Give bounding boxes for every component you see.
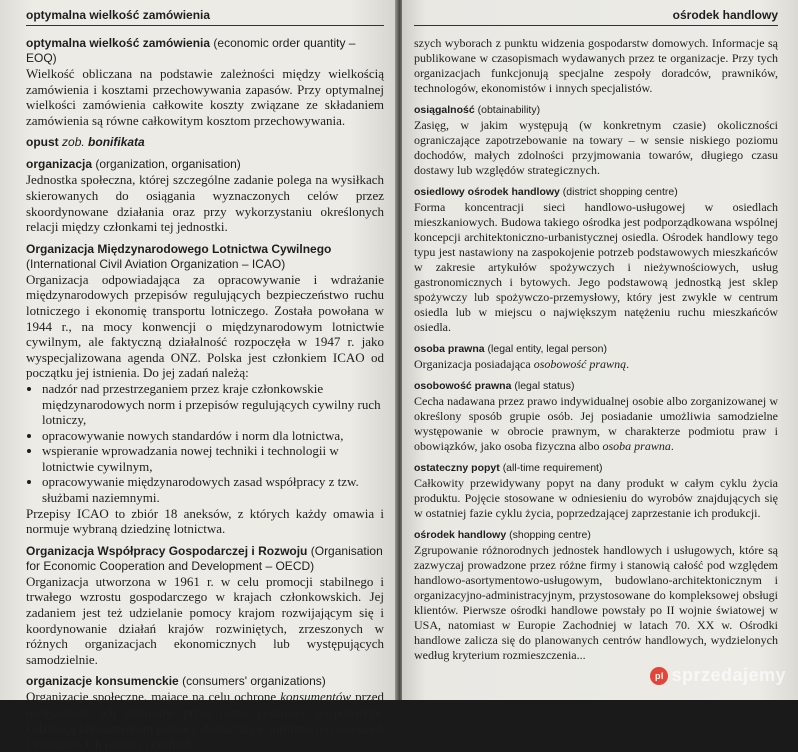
body-italic: osoba prawna (602, 439, 671, 453)
entry-oecd (26, 544, 384, 668)
entry-term: Organizacja Międzynarodowego Lotnictwa Cywilnego (26, 241, 332, 256)
entry-icao (26, 242, 384, 537)
entry-term: opust (26, 135, 59, 150)
entry-english: (legal status) (514, 380, 575, 392)
entry-osiedlowy-osrodek (414, 185, 778, 335)
entry-english: (consumers' organizations) (182, 674, 326, 689)
entry-body: Organizacja odpowiadająca za opracowywanie i wdrażanie międzynarodowych przepisów regulujących bezpieczeństwo ruchu lotniczego i ekonomię transportu lotniczego. Została powołana w 1944 r., na mocy konwencji o międzynarodowym lotnictwie cywilnym, ale faktyczną działalność rozpoczęła w 1947 r. jako wyspecjalizowana agenda ONZ. Polska jest członkiem ICAO od początku jej istnienia. Do jej zadań należą: (26, 271, 384, 381)
entry-term: ośrodek handlowy (414, 529, 507, 541)
left-page (0, 0, 398, 752)
entry-body (26, 689, 384, 751)
entry-english: (shopping centre) (509, 529, 591, 541)
entry-body-after: Przepisy ICAO to zbiór 18 aneksów, z których każdy omawia i normuje wybraną dziedzinę lotnictwa. (26, 505, 384, 537)
body-text: Organizacje społeczne, mające na celu ochronę (26, 689, 281, 705)
entry-opust (26, 135, 384, 150)
entry-organizacje-konsumenckie (26, 674, 384, 751)
right-page (402, 0, 798, 700)
entry-term: osoba prawna (414, 343, 485, 355)
entry-body: szych wyborach z punktu widzenia gospodarstw domowych. Informacje są publikowane w czasopismach wydawanych przez te organizacje. Przy tych organizacjach funkcjonują specjalne zespoły doradców, prawników, technologów, ekonomistów i innych specjalistów. (414, 36, 778, 95)
entry-optymalna (26, 36, 384, 128)
body-text: . (670, 439, 674, 453)
entry-body: Jednostka społeczna, której szczególne zadanie polega na wysiłkach skierowanych do osiągania wyznaczonych celów przez skoordynowane działania oraz przy wykorzystaniu określonych relacji między członkami tej jednostki. (26, 172, 384, 235)
entry-term: osobowość prawna (414, 380, 512, 392)
xref-prefix: zob. (62, 135, 85, 150)
entry-body: Organizacja utworzona w 1961 r. w celu promocji stabilnego i trwałego wzrostu gospodarczego w krajach członkowskich. Jej zadaniem jest też udzielanie pomocy krajom rozwijającym się i koordynowanie działań krajów rozwiniętych, zrzeszonych w różnych organizacjach ekonomicznych lub występujących samodzielnie. (26, 573, 384, 667)
body-italic: osobowość prawną (533, 357, 627, 371)
body-text: Organizacja posiadająca (414, 357, 534, 371)
entry-osobowosc-prawna (414, 379, 778, 454)
entry-organizacja (26, 157, 384, 234)
entry-term: osiedlowy ośrodek handlowy (414, 186, 560, 198)
entry-osiagalnosc (414, 103, 778, 178)
entry-osoba-prawna (414, 342, 778, 372)
xref-target: bonifikata (88, 135, 145, 150)
entry-english: (district shopping centre) (562, 186, 678, 198)
entry-body: Zgrupowanie różnorodnych jednostek handlowych i usługowych, które są zazwyczaj prowadzone przez różne firmy i stanowią całość pod względem handlowo-asortymentowo-usługowym, budowlano-architektonicznym i organizacyjno-administracyjnym, przystosowane do kompleksowej obsługi klientów. Pierwsze ośrodki handlowe powstały po II wojnie światowej w USA, natomiast w Europie Zachodniej w latach 70. XX w. Ośrodki handlowe zalicza się do planowanych centrów handlowych, wydzielonych według kryterium rozmieszczenia... (414, 543, 778, 662)
entry-body: Wielkość obliczana na podstawie zależności między wielkością zamówienia i kosztami przechowywania zapasów. Przy optymalnej wielkości zamówienia całkowite koszty związane ze składaniem zamówienia są równe całkowitym kosztom przechowywania. (26, 66, 384, 128)
list-item: • opracowywanie międzynarodowych zasad współpracy z tzw. służbami naziemnymi. (42, 474, 384, 505)
continued-fragment (414, 36, 778, 96)
entry-english: (all-time requirement) (502, 462, 603, 474)
list-item: • wspieranie wprowadzania nowej techniki i technologii w lotnictwie cywilnym, (42, 443, 384, 474)
entry-english: (Organisation for Economic Cooperation and Development – OECD) (26, 543, 383, 573)
body-text: . (626, 357, 630, 371)
entry-body: Forma koncentracji sieci handlowo-usługowej w osiedlach mieszkaniowych. Budowa takiego ośrodka jest podporządkowana wspólnej koncepcji architektoniczno-urbanistycznej osiedla. Ośrodek handlowy tego typu jest nastawiony na zaspokojenie potrzeb podstawowych mieszkańców w zakresie artykułów spożywczych i nieżywnościowych, usług gastronomicznych i bytowych. Jego podstawową jednostką jest sklep spożywczy lub spożywczo-przemysłowy, który jest zwykle w centrum osiedla lub w miejscu o największym natężeniu ruchu mieszkańców osiedla. (414, 200, 778, 334)
entry-body (414, 357, 778, 372)
entry-osrodek-handlowy (414, 528, 778, 663)
body-text: przed naruszeniem ich interesów przez różne podmioty gospodarcze. Udzielają konsumentom pomocy dostarczając informacji o towarach i usługach, ich jakości i cechach... (26, 689, 384, 752)
entry-term: organizacja (26, 157, 93, 172)
entry-english: (obtainability) (477, 104, 541, 116)
entry-term: ostateczny popyt (414, 462, 500, 474)
entry-term: osiągalność (414, 104, 475, 116)
entry-english: (organization, organisation) (95, 157, 241, 172)
body-italic: konsumentów (280, 689, 352, 705)
entry-term: organizacje konsumenckie (26, 674, 179, 689)
entry-body: Zasięg, w jakim występują (w konkretnym czasie) okoliczności ograniczające zapotrzebowanie na towary – w sensie niskiego poziomu dochodów, małych zdolności przyjmowania towarów, długiego czasu dostawy lub względów strategicznych. (414, 118, 778, 177)
entry-term: Organizacja Współpracy Gospodarczej i Rozwoju (26, 543, 308, 558)
entry-ostateczny-popyt (414, 461, 778, 521)
entry-english: (economic order quantity – EOQ) (26, 36, 356, 65)
watermark-badge-icon: pl (650, 667, 668, 685)
entry-body (414, 394, 778, 454)
list-item: • nadzór nad przestrzeganiem przez kraje członkowskie międzynarodowych norm i przepisów regulujących cywilny ruch lotniczy, (42, 381, 384, 428)
watermark-logo (650, 665, 786, 686)
entry-body: Całkowity przewidywany popyt na dany produkt w całym cyklu życia produktu. Pojęcie stosowane w odniesieniu do wyrobów znajdujących się w ostatniej fazie cyklu życia, poprzedzającej zaprzestanie ich produkcji. (414, 476, 778, 520)
body-text: Cecha nadawana przez prawo indywidualnej osobie albo zorganizowanej w określony sposób grupie osób. Jej posiadanie umożliwia samodzielne występowanie w obrocie prawnym, w charakterze podmiotu praw i obowiązków, jako osoba fizyczna albo (414, 394, 778, 453)
entry-english: (legal entity, legal person) (487, 343, 607, 355)
bullet-list (26, 381, 384, 506)
left-running-head: optymalna wielkość zamówienia (26, 8, 384, 26)
list-item: • opracowywanie nowych standardów i norm dla lotnictwa, (42, 428, 384, 444)
entry-term: optymalna wielkość zamówienia (26, 36, 211, 50)
entry-english: (International Civil Aviation Organization – ICAO) (26, 256, 286, 271)
watermark-text: sprzedajemy (671, 665, 786, 685)
right-running-head: ośrodek handlowy (414, 8, 778, 26)
